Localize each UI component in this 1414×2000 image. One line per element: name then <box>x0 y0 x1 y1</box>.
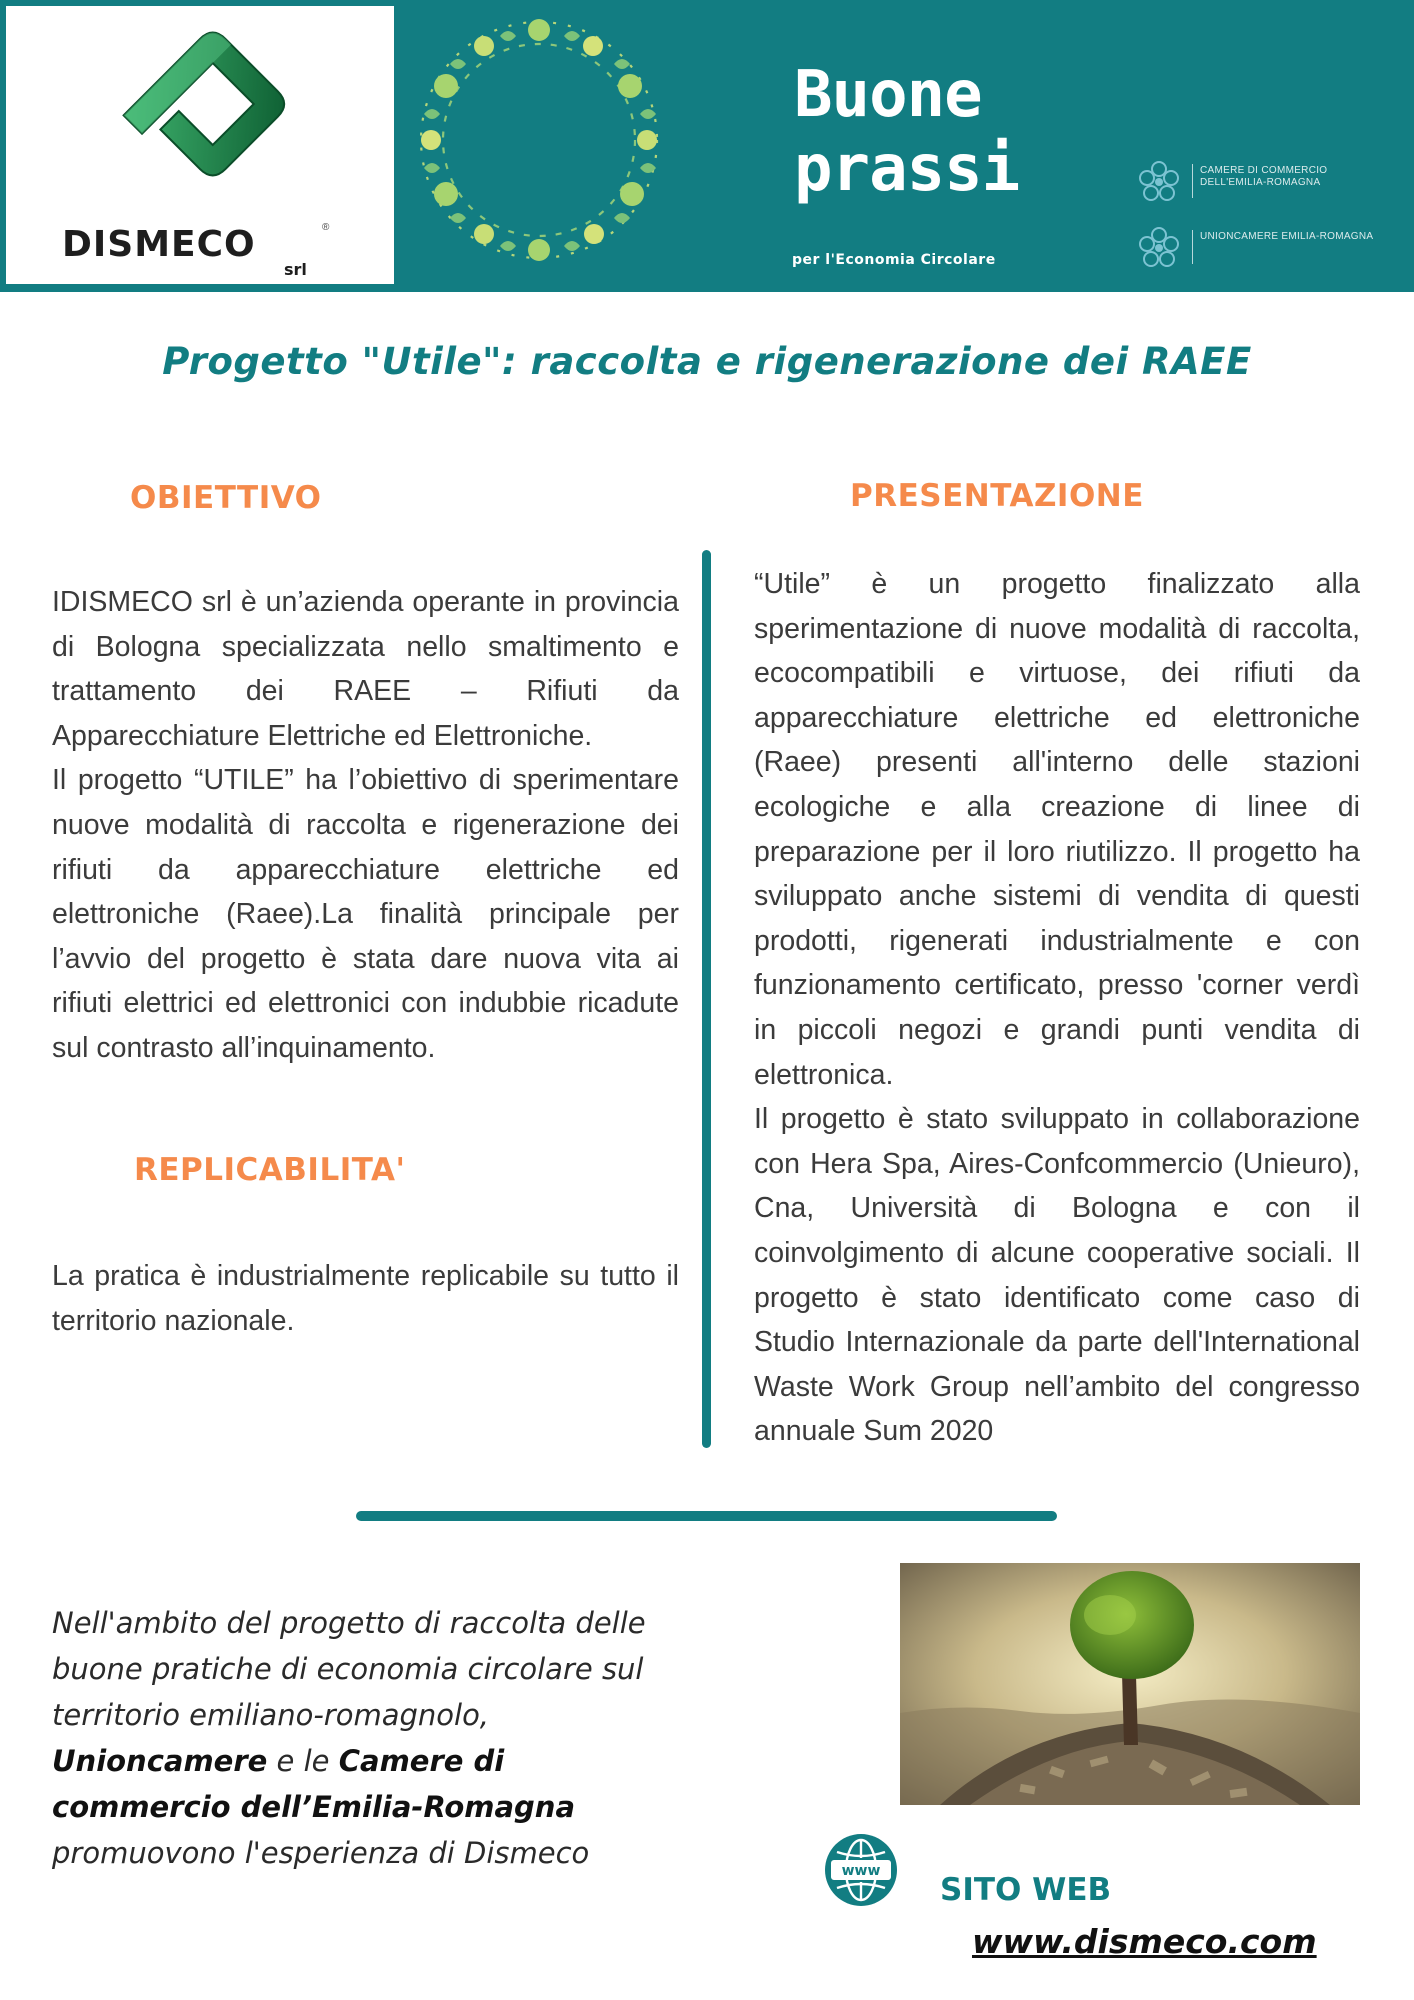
logo-suffix: srl <box>284 260 307 279</box>
partner-camere-commercio <box>1136 160 1376 204</box>
website-label: SITO WEB <box>940 1872 1112 1908</box>
dismeco-logo-mark <box>6 6 394 216</box>
partner-separator <box>1192 164 1193 198</box>
objective-body <box>52 580 679 1071</box>
footer-note-intro: Nell'ambito del progetto di raccolta delle buone pratiche di economia circolare sul territorio emiliano-romagnolo, <box>52 1606 646 1732</box>
presentation-paragraph: “Utile” è un progetto finalizzato alla sperimentazione di nuove modalità di raccolta, ecocompatibili e virtuose, dei rifiuti da apparecchiature elettriche ed elettroniche (Raee) presenti all'interno delle stazioni ecologiche e alla creazione di linee di preparazione per il loro riutilizzo. Il progetto ha sviluppato anche sistemi di vendita di questi prodotti, rigenerati industrialmente e con funzionamento certificato, presso 'corner verdì in piccoli negozi e grandi punti vendita di elettronica. <box>754 568 1360 1091</box>
objective-paragraph: Il progetto “UTILE” ha l’obiettivo di sperimentare nuove modalità di raccolta e rigenerazione dei rifiuti da apparecchiature elettriche ed elettroniche (Raee).La finalità principale per l’avvio del progetto è stata dare nuova vita ai rifiuti elettrici ed elettronici con indubbie ricadute sul contrasto all’inquinamento. <box>52 764 679 1064</box>
footer-note <box>52 1600 692 1876</box>
footer-note-connector: e le <box>276 1744 330 1778</box>
dismeco-logo <box>6 6 394 284</box>
globe-www-icon <box>823 1832 899 1908</box>
header-banner <box>0 0 1414 292</box>
website-link[interactable]: www.dismeco.com <box>972 1922 1317 1961</box>
tree-on-waste-photo <box>900 1563 1360 1805</box>
replicability-heading: REPLICABILITA' <box>134 1152 406 1188</box>
globe-icon-text: www <box>841 1863 881 1879</box>
partner-unioncamere <box>1136 226 1376 270</box>
presentation-body <box>754 562 1360 1454</box>
footer-org-unioncamere: Unioncamere <box>52 1744 268 1778</box>
section-divider <box>356 1511 1057 1521</box>
logo-wordmark: DISMECO <box>62 224 256 265</box>
header-title: Buone prassi <box>794 58 1020 206</box>
circular-economy-wreath-icon <box>404 6 674 274</box>
objective-heading: OBIETTIVO <box>130 480 322 516</box>
logo-registered-mark: ® <box>322 222 330 233</box>
objective-paragraph: IDISMECO srl è un’azienda operante in provincia di Bologna specializzata nello smaltimento e trattamento dei RAEE – Rifiuti da Apparecchiature Elettriche ed Elettroniche. <box>52 586 679 752</box>
replicability-paragraph: La pratica è industrialmente replicabile su tutto il territorio nazionale. <box>52 1260 679 1337</box>
document-title: Progetto "Utile": raccolta e rigenerazione dei RAEE <box>162 340 1252 383</box>
footer-note-outro: promuovono l'esperienza di Dismeco <box>52 1836 590 1870</box>
partner-name: UNIONCAMERE EMILIA-ROMAGNA <box>1200 231 1374 242</box>
presentation-paragraph: Il progetto è stato sviluppato in collaborazione con Hera Spa, Aires-Confcommercio (Unieuro), Cna, Università di Bologna e con il coinvolgimento di alcune cooperative sociali. Il progetto è stato identificato come caso di Studio Internazionale da parte dell'International Waste Work Group nell’ambito del congresso annuale Sum 2020 <box>754 1103 1360 1448</box>
header-subtitle: per l'Economia Circolare <box>792 252 996 268</box>
presentation-heading: PRESENTAZIONE <box>850 478 1144 514</box>
column-divider <box>702 550 711 1448</box>
partner-flower-icon <box>1136 226 1182 270</box>
partner-flower-icon <box>1136 160 1182 204</box>
partner-name: CAMERE DI COMMERCIO DELL'EMILIA-ROMAGNA <box>1200 165 1328 188</box>
replicability-body <box>52 1254 679 1343</box>
partner-separator <box>1192 230 1193 264</box>
footer-org-camere: Camere di commercio dell’Emilia-Romagna <box>52 1744 576 1824</box>
